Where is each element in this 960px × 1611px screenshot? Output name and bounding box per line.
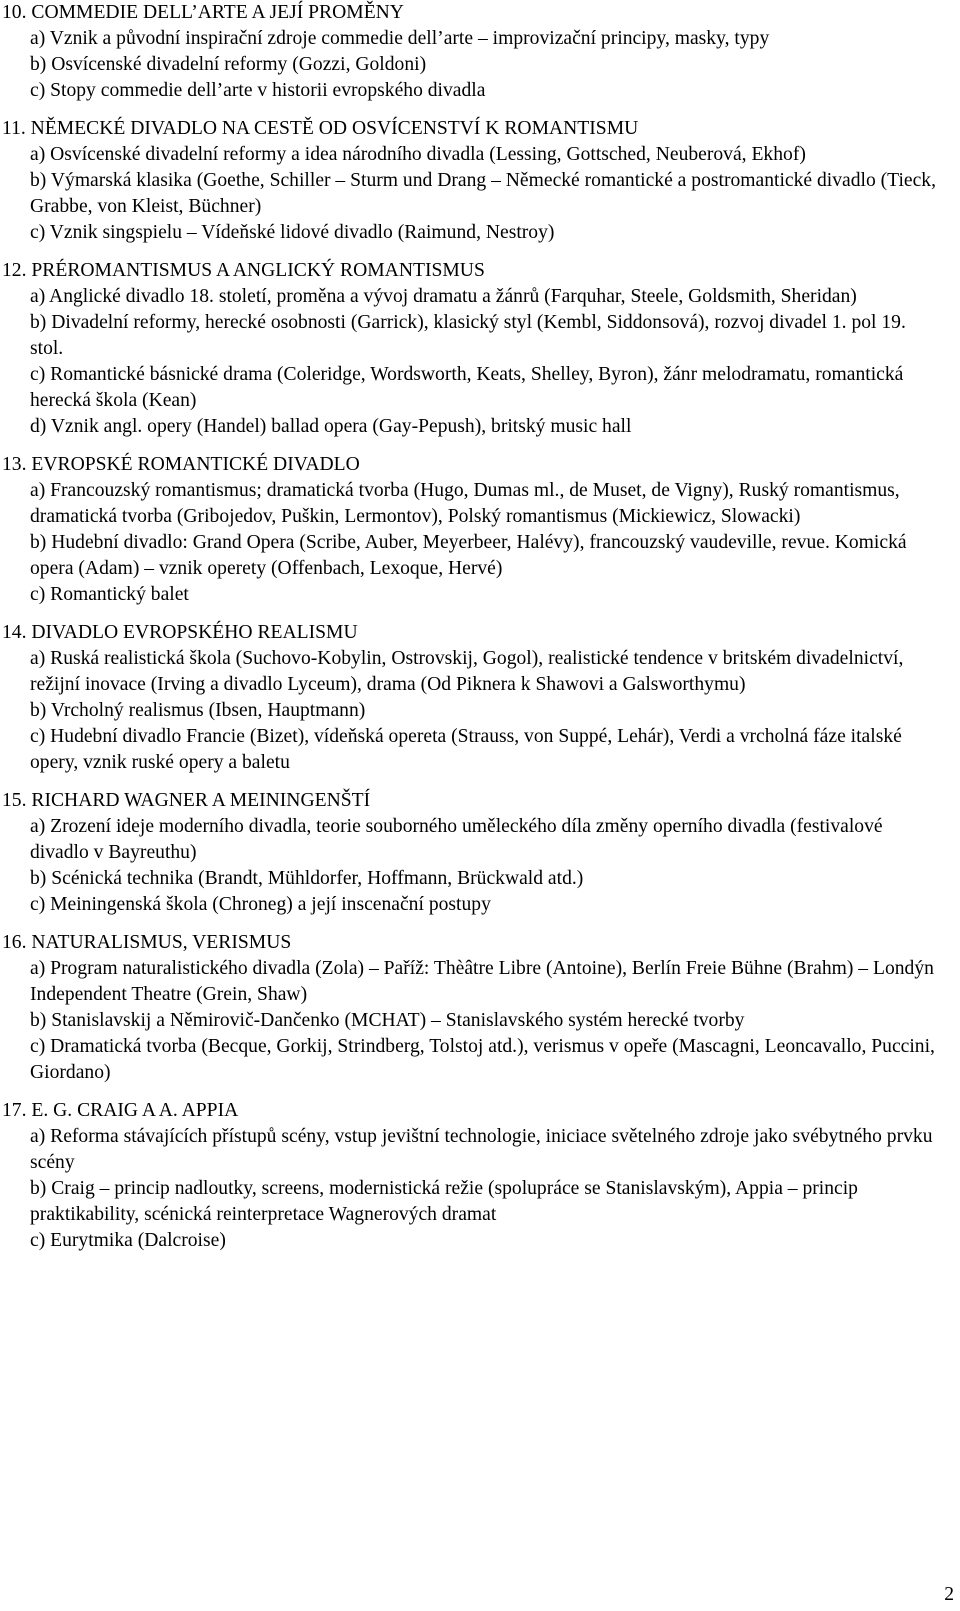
section-item: c) Meiningenská škola (Chroneg) a její inscenační postupy	[30, 894, 491, 915]
section-heading: 15. RICHARD WAGNER A MEININGENŠTÍ	[2, 790, 371, 811]
section-heading: 16. NATURALISMUS, VERISMUS	[2, 932, 292, 953]
section-item: a) Vznik a původní inspirační zdroje commedie dell’arte – improvizační principy, masky, typy	[30, 28, 770, 49]
section-item: a) Zrození ideje moderního divadla, teorie souborného uměleckého díla změny operního divadla (festivalové divadlo v Bayreuthu)	[30, 816, 883, 863]
section-17	[2, 1098, 942, 1254]
section-item: a) Ruská realistická škola (Suchovo-Kobylin, Ostrovskij, Gogol), realistické tendence v britském divadelnictví, režijní inovace (Irving a divadlo Lyceum), drama (Od Piknera k Shawovi a Galsworthymu)	[30, 648, 904, 695]
section-10	[2, 0, 942, 104]
section-item: a) Anglické divadlo 18. století, proměna a vývoj dramatu a žánrů (Farquhar, Steele, Goldsmith, Sheridan)	[30, 286, 857, 307]
section-item: b) Vrcholný realismus (Ibsen, Hauptmann)	[30, 700, 366, 721]
section-item: b) Výmarská klasika (Goethe, Schiller – Sturm und Drang – Německé romantické a postromantické divadlo (Tieck, Grabbe, von Kleist, Büchner)	[30, 170, 936, 217]
section-item: a) Program naturalistického divadla (Zola) – Paříž: Thèâtre Libre (Antoine), Berlín Freie Bühne (Brahm) – Londýn Independent Theatre (Grein, Shaw)	[30, 958, 934, 1005]
section-item: b) Osvícenské divadelní reformy (Gozzi, Goldoni)	[30, 54, 427, 75]
section-16	[2, 930, 942, 1086]
section-14	[2, 620, 942, 776]
section-item: a) Reforma stávajících přístupů scény, vstup jevištní technologie, iniciace světelného zdroje jako svébytného prvku scény	[30, 1126, 933, 1173]
section-heading: 12. PRÉROMANTISMUS A ANGLICKÝ ROMANTISMUS	[2, 260, 485, 281]
section-12	[2, 258, 942, 440]
section-item: c) Eurytmika (Dalcroise)	[30, 1230, 226, 1251]
section-item: d) Vznik angl. opery (Handel) ballad opera (Gay-Pepush), britský music hall	[30, 416, 632, 437]
section-heading: 11. NĚMECKÉ DIVADLO NA CESTĚ OD OSVÍCENSTVÍ K ROMANTISMU	[2, 118, 639, 139]
section-heading: 13. EVROPSKÉ ROMANTICKÉ DIVADLO	[2, 454, 360, 475]
section-item: a) Francouzský romantismus; dramatická tvorba (Hugo, Dumas ml., de Muset, de Vigny), Ruský romantismus, dramatická tvorba (Gribojedov, Puškin, Lermontov), Polský romantismus (Mickiewicz, Slowacki)	[30, 480, 900, 527]
section-item: b) Divadelní reformy, herecké osobnosti (Garrick), klasický styl (Kembl, Siddonsová), rozvoj divadel 1. pol 19. stol.	[30, 312, 906, 359]
section-13	[2, 452, 942, 608]
section-heading: 14. DIVADLO EVROPSKÉHO REALISMU	[2, 622, 358, 643]
section-item: a) Osvícenské divadelní reformy a idea národního divadla (Lessing, Gottsched, Neuberová, Ekhof)	[30, 144, 806, 165]
section-item: c) Romantický balet	[30, 584, 189, 605]
page-number: 2	[944, 1584, 954, 1605]
section-heading: 10. COMMEDIE DELL’ARTE A JEJÍ PROMĚNY	[2, 2, 404, 23]
section-item: c) Vznik singspielu – Vídeňské lidové divadlo (Raimund, Nestroy)	[30, 222, 555, 243]
section-item: b) Hudební divadlo: Grand Opera (Scribe, Auber, Meyerbeer, Halévy), francouzský vaudeville, revue. Komická opera (Adam) – vznik operety (Offenbach, Lexoque, Hervé)	[30, 532, 907, 579]
section-item: b) Craig – princip nadloutky, screens, modernistická režie (spolupráce se Stanislavským), Appia – princip praktikability, scénická reinterpretace Wagnerových dramat	[30, 1178, 858, 1225]
section-11	[2, 116, 942, 246]
section-15	[2, 788, 942, 918]
section-item: c) Hudební divadlo Francie (Bizet), vídeňská opereta (Strauss, von Suppé, Lehár), Verdi a vrcholná fáze italské opery, vznik ruské opery a baletu	[30, 726, 902, 773]
section-item: c) Romantické básnické drama (Coleridge, Wordsworth, Keats, Shelley, Byron), žánr melodramatu, romantická herecká škola (Kean)	[30, 364, 904, 411]
section-heading: 17. E. G. CRAIG A A. APPIA	[2, 1100, 239, 1121]
section-item: b) Scénická technika (Brandt, Mühldorfer, Hoffmann, Brückwald atd.)	[30, 868, 584, 889]
section-item: b) Stanislavskij a Němirovič-Dančenko (MCHAT) – Stanislavského systém herecké tvorby	[30, 1010, 745, 1031]
section-item: c) Dramatická tvorba (Becque, Gorkij, Strindberg, Tolstoj atd.), verismus v opeře (Mascagni, Leoncavallo, Puccini, Giordano)	[30, 1036, 935, 1083]
section-item: c) Stopy commedie dell’arte v historii evropského divadla	[30, 80, 486, 101]
